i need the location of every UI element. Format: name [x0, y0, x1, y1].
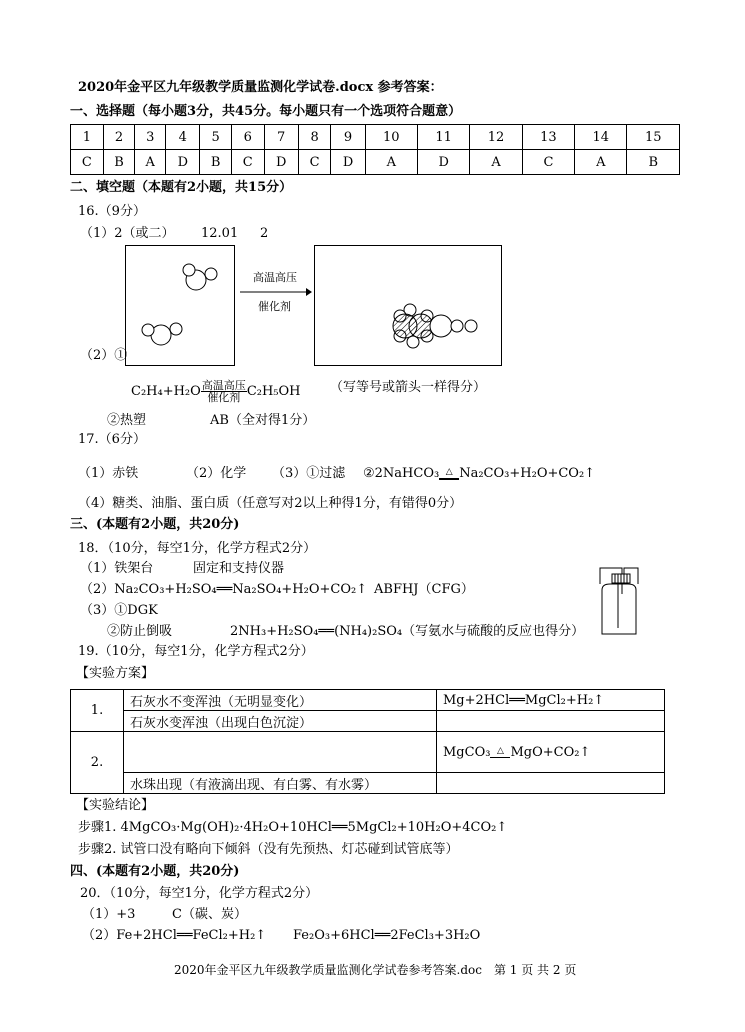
q17-3: （3）①过滤	[272, 466, 346, 481]
q-answer: C	[298, 150, 331, 175]
q-num: 11	[417, 125, 469, 150]
q-answer: D	[417, 150, 469, 175]
step2: 步骤2. 试管口没有略向下倾斜（没有先预热、灯芯碰到试管底等）	[78, 842, 459, 857]
q-num: 10	[365, 125, 417, 150]
q-answer: A	[470, 150, 522, 175]
q-answer: B	[200, 150, 232, 175]
q16-2: （2）①	[80, 348, 128, 363]
q18-1: （1）铁架台	[80, 561, 154, 576]
q18-1b: 固定和支持仪器	[193, 561, 285, 576]
q20-2: （2）Fe+2HCl══FeCl₂+H₂↑	[82, 928, 267, 943]
arrow-condition-top: 高温高压	[253, 271, 297, 284]
q-answer: B	[627, 150, 680, 175]
section4-heading: 四、(本题有2小题，共20分)	[70, 864, 240, 879]
q20-1b: C（碳、炭）	[172, 907, 247, 922]
plan-cell	[437, 773, 665, 794]
q17-4: （4）糖类、油脂、蛋白质（任意写对2以上种得1分，有错得0分）	[78, 496, 463, 511]
q-answer: A	[135, 150, 166, 175]
q16-label: 16.（9分）	[78, 204, 146, 219]
arrow-condition-bottom: 催化剂	[258, 300, 291, 313]
reaction-arrow	[240, 286, 312, 298]
plan-row	[71, 690, 665, 711]
plan-cell: 水珠出现（有液滴出现、有白雾、有水雾）	[124, 773, 437, 794]
q19-label: 19.（10分，每空1分，化学方程式2分）	[78, 644, 314, 659]
section1-heading: 一、选择题（每小题3分，共45分。每小题只有一个选项符合题意）	[70, 104, 462, 119]
q-num: 1	[71, 125, 104, 150]
delta-sign: △	[496, 745, 504, 756]
product-molecule-diagram	[315, 246, 501, 365]
q-answer: D	[331, 150, 365, 175]
q18-2: （2）Na₂CO₃+H₂SO₄══Na₂SO₄+H₂O+CO₂↑	[80, 582, 368, 597]
page-footer: 2020年金平区九年级教学质量监测化学试卷参考答案.doc 第 1 页 共 2 页	[174, 963, 577, 977]
q-num: 15	[627, 125, 680, 150]
q-num: 9	[331, 125, 365, 150]
q20-label: 20．（10分，每空1分，化学方程式2分）	[80, 886, 319, 901]
delta-sign: △	[439, 467, 459, 479]
q-answer: A	[575, 150, 627, 175]
eq-cond-bottom: 催化剂	[207, 391, 241, 404]
q16-2c: AB（全对得1分）	[210, 413, 316, 428]
conclusion-label: 【实验结论】	[76, 798, 155, 813]
plan-cell: 石灰水变浑浊（出现白色沉淀）	[124, 711, 437, 732]
reactant-box	[125, 245, 235, 366]
q18-3c: 2NH₃+H₂SO₄══(NH₄)₂SO₄（写氨水与硫酸的反应也得分）	[230, 624, 585, 639]
q16-2b: ②热塑	[107, 413, 147, 428]
section2-heading: 二、填空题（本题有2小题，共15分）	[70, 180, 293, 195]
eq-cond-top: 高温高压	[201, 379, 246, 392]
q-answer: C	[522, 150, 574, 175]
q17-eq-left: ②2NaHCO₃	[363, 466, 440, 481]
plan-row-number: 1.	[71, 690, 124, 732]
q-num: 14	[575, 125, 627, 150]
q-num: 7	[264, 125, 298, 150]
doc-title: 2020年金平区九年级教学质量监测化学试卷.docx 参考答案：	[78, 80, 443, 95]
q-answer: D	[166, 150, 200, 175]
section3-heading: 三、(本题有2小题，共20分)	[70, 517, 240, 532]
answer-number-row	[71, 125, 680, 150]
q18-label: 18．（10分，每空1分，化学方程式2分）	[78, 541, 317, 556]
q-num: 2	[103, 125, 135, 150]
q-num: 8	[298, 125, 331, 150]
q18-3b: ②防止倒吸	[107, 624, 173, 639]
q-answer: C	[71, 150, 104, 175]
plan-cell	[437, 732, 665, 773]
q-answer: C	[231, 150, 264, 175]
q17-label: 17.（6分）	[78, 432, 146, 447]
experiment-plan-table	[70, 689, 665, 794]
q16-equation	[131, 380, 301, 403]
plan-row	[71, 773, 665, 794]
q-num: 3	[135, 125, 166, 150]
q-num: 4	[166, 125, 200, 150]
eq-conditions	[201, 380, 247, 403]
plan-label: 【实验方案】	[76, 666, 155, 681]
plan-eq-left: MgCO₃	[443, 744, 491, 760]
q17-2: （2）化学	[186, 466, 247, 481]
plan-row	[71, 732, 665, 773]
plan-eq-right: MgO+CO₂↑	[510, 744, 591, 760]
plan-cell: 石灰水不变浑浊（无明显变化）	[124, 690, 437, 711]
plan-cell	[437, 711, 665, 732]
product-box	[314, 245, 502, 366]
heat-equals-sign	[490, 746, 510, 759]
answer-letter-row	[71, 150, 680, 175]
q17-3b	[363, 466, 595, 482]
answer-table	[70, 124, 680, 175]
q16-1b: 12.01	[201, 226, 239, 241]
eq-left: C₂H₄+H₂O	[131, 384, 201, 399]
q16-1: （1）2（或二）	[80, 226, 175, 241]
plan-cell: Mg+2HCl══MgCl₂+H₂↑	[437, 690, 665, 711]
q17-eq-right: Na₂CO₃+H₂O+CO₂↑	[459, 466, 596, 481]
q-answer: A	[365, 150, 417, 175]
plan-row	[71, 711, 665, 732]
q18-3: （3）①DGK	[80, 603, 158, 618]
plan-cell	[124, 732, 437, 773]
gas-washing-bottle-diagram	[598, 562, 640, 638]
q-num: 5	[200, 125, 232, 150]
q17-1: （1）赤铁	[78, 466, 139, 481]
plan-row-number: 2.	[71, 732, 124, 794]
eq-right: C₂H₅OH	[246, 384, 301, 399]
q-num: 6	[231, 125, 264, 150]
q20-2b: Fe₂O₃+6HCl══2FeCl₃+3H₂O	[293, 928, 481, 943]
q16-1c: 2	[260, 226, 269, 241]
q-answer: D	[264, 150, 298, 175]
heat-equals-sign	[439, 467, 459, 481]
q18-2b: ABFHJ（CFG）	[374, 582, 474, 597]
reactant-molecules-diagram	[126, 246, 234, 365]
q16-eq-note: （写等号或箭头一样得分）	[330, 380, 487, 395]
q-num: 12	[470, 125, 522, 150]
step1: 步骤1. 4MgCO₃·Mg(OH)₂·4H₂O+10HCl══5MgCl₂+10H₂O+4CO₂↑	[78, 820, 508, 835]
q-num: 13	[522, 125, 574, 150]
q20-1: （1）+3	[82, 907, 136, 922]
q-answer: B	[103, 150, 135, 175]
